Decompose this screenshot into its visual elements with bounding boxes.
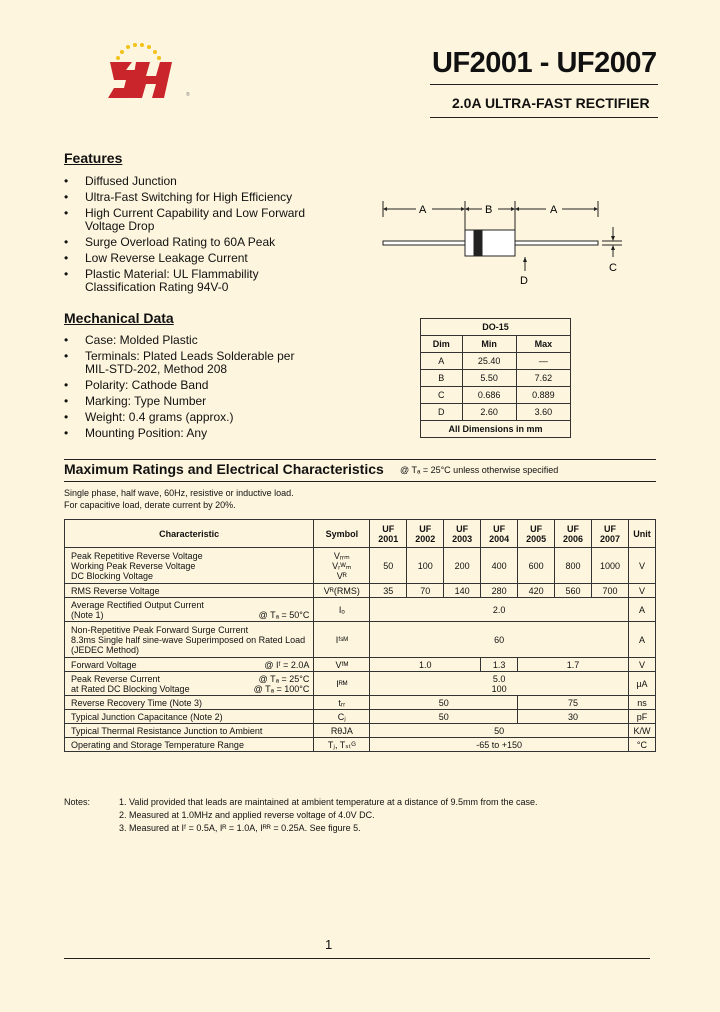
- value-cell: 140: [444, 584, 481, 598]
- value-cell: 2.0: [370, 598, 629, 622]
- value-cell: 60: [370, 622, 629, 658]
- list-item: • Case: Molded Plastic: [64, 334, 314, 347]
- value-cell: 700: [592, 584, 629, 598]
- col-symbol: Symbol: [314, 520, 370, 548]
- value-cell: 50: [370, 696, 518, 710]
- symbol: Iᴿᴹ: [314, 672, 370, 696]
- company-logo: [100, 40, 210, 102]
- value-line: 5.0: [492, 673, 506, 684]
- table-row: [65, 710, 656, 724]
- table-row: [421, 370, 571, 387]
- dim-cell: 2.60: [462, 404, 516, 421]
- char-line: Average Rectified Output Current: [71, 599, 204, 610]
- dim-cell: 3.60: [516, 404, 570, 421]
- mechanical-list: [64, 334, 314, 443]
- list-item: • Terminals: Plated Leads Solderable per MIL-STD-202, Method 208: [64, 350, 305, 376]
- dim-cell: A: [421, 353, 463, 370]
- unit-cell: ns: [628, 696, 655, 710]
- features-heading: Features: [64, 150, 123, 166]
- unit-cell: °C: [628, 738, 655, 752]
- unit-cell: V: [628, 658, 655, 672]
- test-condition: @ Tₐ = 50°C: [258, 609, 310, 620]
- value-cell: 30: [518, 710, 629, 724]
- value-cell: 100: [407, 548, 444, 584]
- list-item: • High Current Capability and Low Forward Voltage Drop: [64, 207, 310, 233]
- value-cell: 75: [518, 696, 629, 710]
- table-row: [65, 724, 656, 738]
- package-outline-diagram: [378, 195, 628, 290]
- value-cell: 200: [444, 548, 481, 584]
- symbol: Tⱼ, Tₛₜᴳ: [314, 738, 370, 752]
- test-condition: @ Iᶠ = 2.0A: [264, 659, 310, 670]
- symbol: Vᵣᵂₘ: [332, 560, 352, 571]
- unit-cell: V: [628, 584, 655, 598]
- list-item: • Surge Overload Rating to 60A Peak: [64, 236, 334, 249]
- table-row: [65, 672, 656, 696]
- value-cell: 1.7: [518, 658, 629, 672]
- table-row: [65, 548, 656, 584]
- list-item: • Polarity: Cathode Band: [64, 379, 314, 392]
- test-condition: @ Tₐ = 25°C: [258, 673, 310, 684]
- unit-cell: pF: [628, 710, 655, 724]
- value-cell: 1.3: [481, 658, 518, 672]
- notes-label: Notes:: [64, 797, 91, 807]
- char-cell: Operating and Storage Temperature Range: [65, 738, 314, 752]
- value-cell: 50: [370, 548, 407, 584]
- dim-cell: 0.686: [462, 387, 516, 404]
- mechanical-heading: Mechanical Data: [64, 310, 174, 326]
- ratings-heading: Maximum Ratings and Electrical Characteristics: [64, 461, 384, 477]
- symbol: Iᶠˢᴹ: [314, 622, 370, 658]
- value-cell: 400: [481, 548, 518, 584]
- char-cell: RMS Reverse Voltage: [65, 584, 314, 598]
- list-item: • Mounting Position: Any: [64, 427, 314, 440]
- value-cell: 280: [481, 584, 518, 598]
- table-row: [65, 696, 656, 710]
- col-part: UF 2001: [370, 520, 407, 548]
- char-line: 8.3ms Single half sine-wave Superimposed on Rated Load: [71, 634, 306, 645]
- list-item: • Diffused Junction: [64, 175, 334, 188]
- unit-cell: A: [628, 622, 655, 658]
- char-line: Non-Repetitive Peak Forward Surge Current: [71, 624, 249, 635]
- dim-cell: 25.40: [462, 353, 516, 370]
- value-cell: -65 to +150: [370, 738, 629, 752]
- list-item: • Weight: 0.4 grams (approx.): [64, 411, 314, 424]
- char-cell: Typical Thermal Resistance Junction to Ambient: [65, 724, 314, 738]
- table-row: [421, 353, 571, 370]
- dim-label-a: A: [419, 204, 427, 216]
- char-line: at Rated DC Blocking Voltage: [71, 683, 190, 694]
- unit-cell: A: [628, 598, 655, 622]
- dim-label-d: D: [520, 275, 528, 287]
- col-part: UF 2003: [444, 520, 481, 548]
- value-cell: 50: [370, 724, 629, 738]
- table-header: Max: [516, 336, 570, 353]
- value-cell: 800: [555, 548, 592, 584]
- note-item: 1. Valid provided that leads are maintained at ambient temperature at a distance of 9.5mm from the case.: [119, 797, 538, 807]
- char-cell: Typical Junction Capacitance (Note 2): [65, 710, 314, 724]
- dim-cell: D: [421, 404, 463, 421]
- char-line: Peak Repetitive Reverse Voltage: [71, 550, 203, 561]
- dimensions-footer: All Dimensions in mm: [421, 421, 571, 438]
- symbol: Vᵣᵣₘ: [333, 550, 350, 561]
- page-number: 1: [325, 937, 333, 952]
- table-row: [65, 738, 656, 752]
- col-part: UF 2004: [481, 520, 518, 548]
- page-title: UF2001 - UF2007: [432, 47, 657, 79]
- unit-cell: μA: [628, 672, 655, 696]
- dim-cell: B: [421, 370, 463, 387]
- char-line: DC Blocking Voltage: [71, 570, 154, 581]
- symbol: Vᴿ: [336, 570, 347, 581]
- unit-cell: V: [628, 548, 655, 584]
- dim-label-b: B: [485, 204, 493, 216]
- char-line: Working Peak Reverse Voltage: [71, 560, 196, 571]
- list-item: • Marking: Type Number: [64, 395, 314, 408]
- value-cell: 560: [555, 584, 592, 598]
- symbol: Vᴿ(RMS): [314, 584, 370, 598]
- unit-cell: K/W: [628, 724, 655, 738]
- symbol: RθJA: [314, 724, 370, 738]
- value-cell: 35: [370, 584, 407, 598]
- package-name: DO-15: [421, 319, 571, 336]
- dim-cell: 0.889: [516, 387, 570, 404]
- table-header: Min: [462, 336, 516, 353]
- value-line: 100: [491, 683, 507, 694]
- intro-line: For capacitive load, derate current by 20%.: [64, 500, 236, 510]
- col-part: UF 2006: [555, 520, 592, 548]
- ratings-condition: @ Tₐ = 25°C unless otherwise specified: [400, 465, 559, 475]
- dim-cell: C: [421, 387, 463, 404]
- value-cell: 1.0: [370, 658, 481, 672]
- dim-label-a-right: A: [550, 204, 558, 216]
- char-line: (JEDEC Method): [71, 644, 140, 655]
- test-condition: @ Tₐ = 100°C: [253, 683, 310, 694]
- symbol: Iₒ: [314, 598, 370, 622]
- intro-line: Single phase, half wave, 60Hz, resistive or inductive load.: [64, 488, 294, 498]
- col-unit: Unit: [628, 520, 655, 548]
- note-item: 2. Measured at 1.0MHz and applied reverse voltage of 4.0V DC.: [119, 810, 375, 820]
- symbol: Vᶠᴹ: [314, 658, 370, 672]
- list-item: • Plastic Material: UL Flammability Classification Rating 94V-0: [64, 268, 275, 294]
- table-header: Dim: [421, 336, 463, 353]
- value-cell: 1000: [592, 548, 629, 584]
- table-row: [65, 622, 656, 658]
- char-line: Peak Reverse Current: [71, 673, 161, 684]
- col-part: UF 2007: [592, 520, 629, 548]
- table-row: [421, 387, 571, 404]
- table-row: [65, 658, 656, 672]
- value-cell: 600: [518, 548, 555, 584]
- logo-trademark: ®: [186, 92, 190, 98]
- page-subtitle: 2.0A ULTRA-FAST RECTIFIER: [452, 95, 650, 111]
- col-characteristic: Characteristic: [65, 520, 314, 548]
- ratings-table: [64, 519, 656, 752]
- ratings-intro: [64, 487, 294, 511]
- col-part: UF 2005: [518, 520, 555, 548]
- table-row: [65, 598, 656, 622]
- value-cell: 50: [370, 710, 518, 724]
- char-cell: Reverse Recovery Time (Note 3): [65, 696, 314, 710]
- dim-label-c: C: [609, 262, 617, 274]
- dim-cell: 5.50: [462, 370, 516, 387]
- note-item: 3. Measured at Iᶠ = 0.5A, Iᴿ = 1.0A, Iᴿᴿ = 0.25A. See figure 5.: [119, 823, 361, 833]
- symbol: Cⱼ: [314, 710, 370, 724]
- dimensions-table: [420, 318, 571, 438]
- table-row: [421, 404, 571, 421]
- list-item: • Low Reverse Leakage Current: [64, 252, 334, 265]
- char-line: (Note 1): [71, 609, 104, 620]
- value-cell: 420: [518, 584, 555, 598]
- value-cell: 70: [407, 584, 444, 598]
- col-part: UF 2002: [407, 520, 444, 548]
- char-line: Forward Voltage: [71, 659, 137, 670]
- features-list: [64, 175, 334, 297]
- dim-cell: 7.62: [516, 370, 570, 387]
- dim-cell: —: [516, 353, 570, 370]
- symbol: tᵣᵣ: [314, 696, 370, 710]
- table-row: [65, 584, 656, 598]
- list-item: • Ultra-Fast Switching for High Efficiency: [64, 191, 334, 204]
